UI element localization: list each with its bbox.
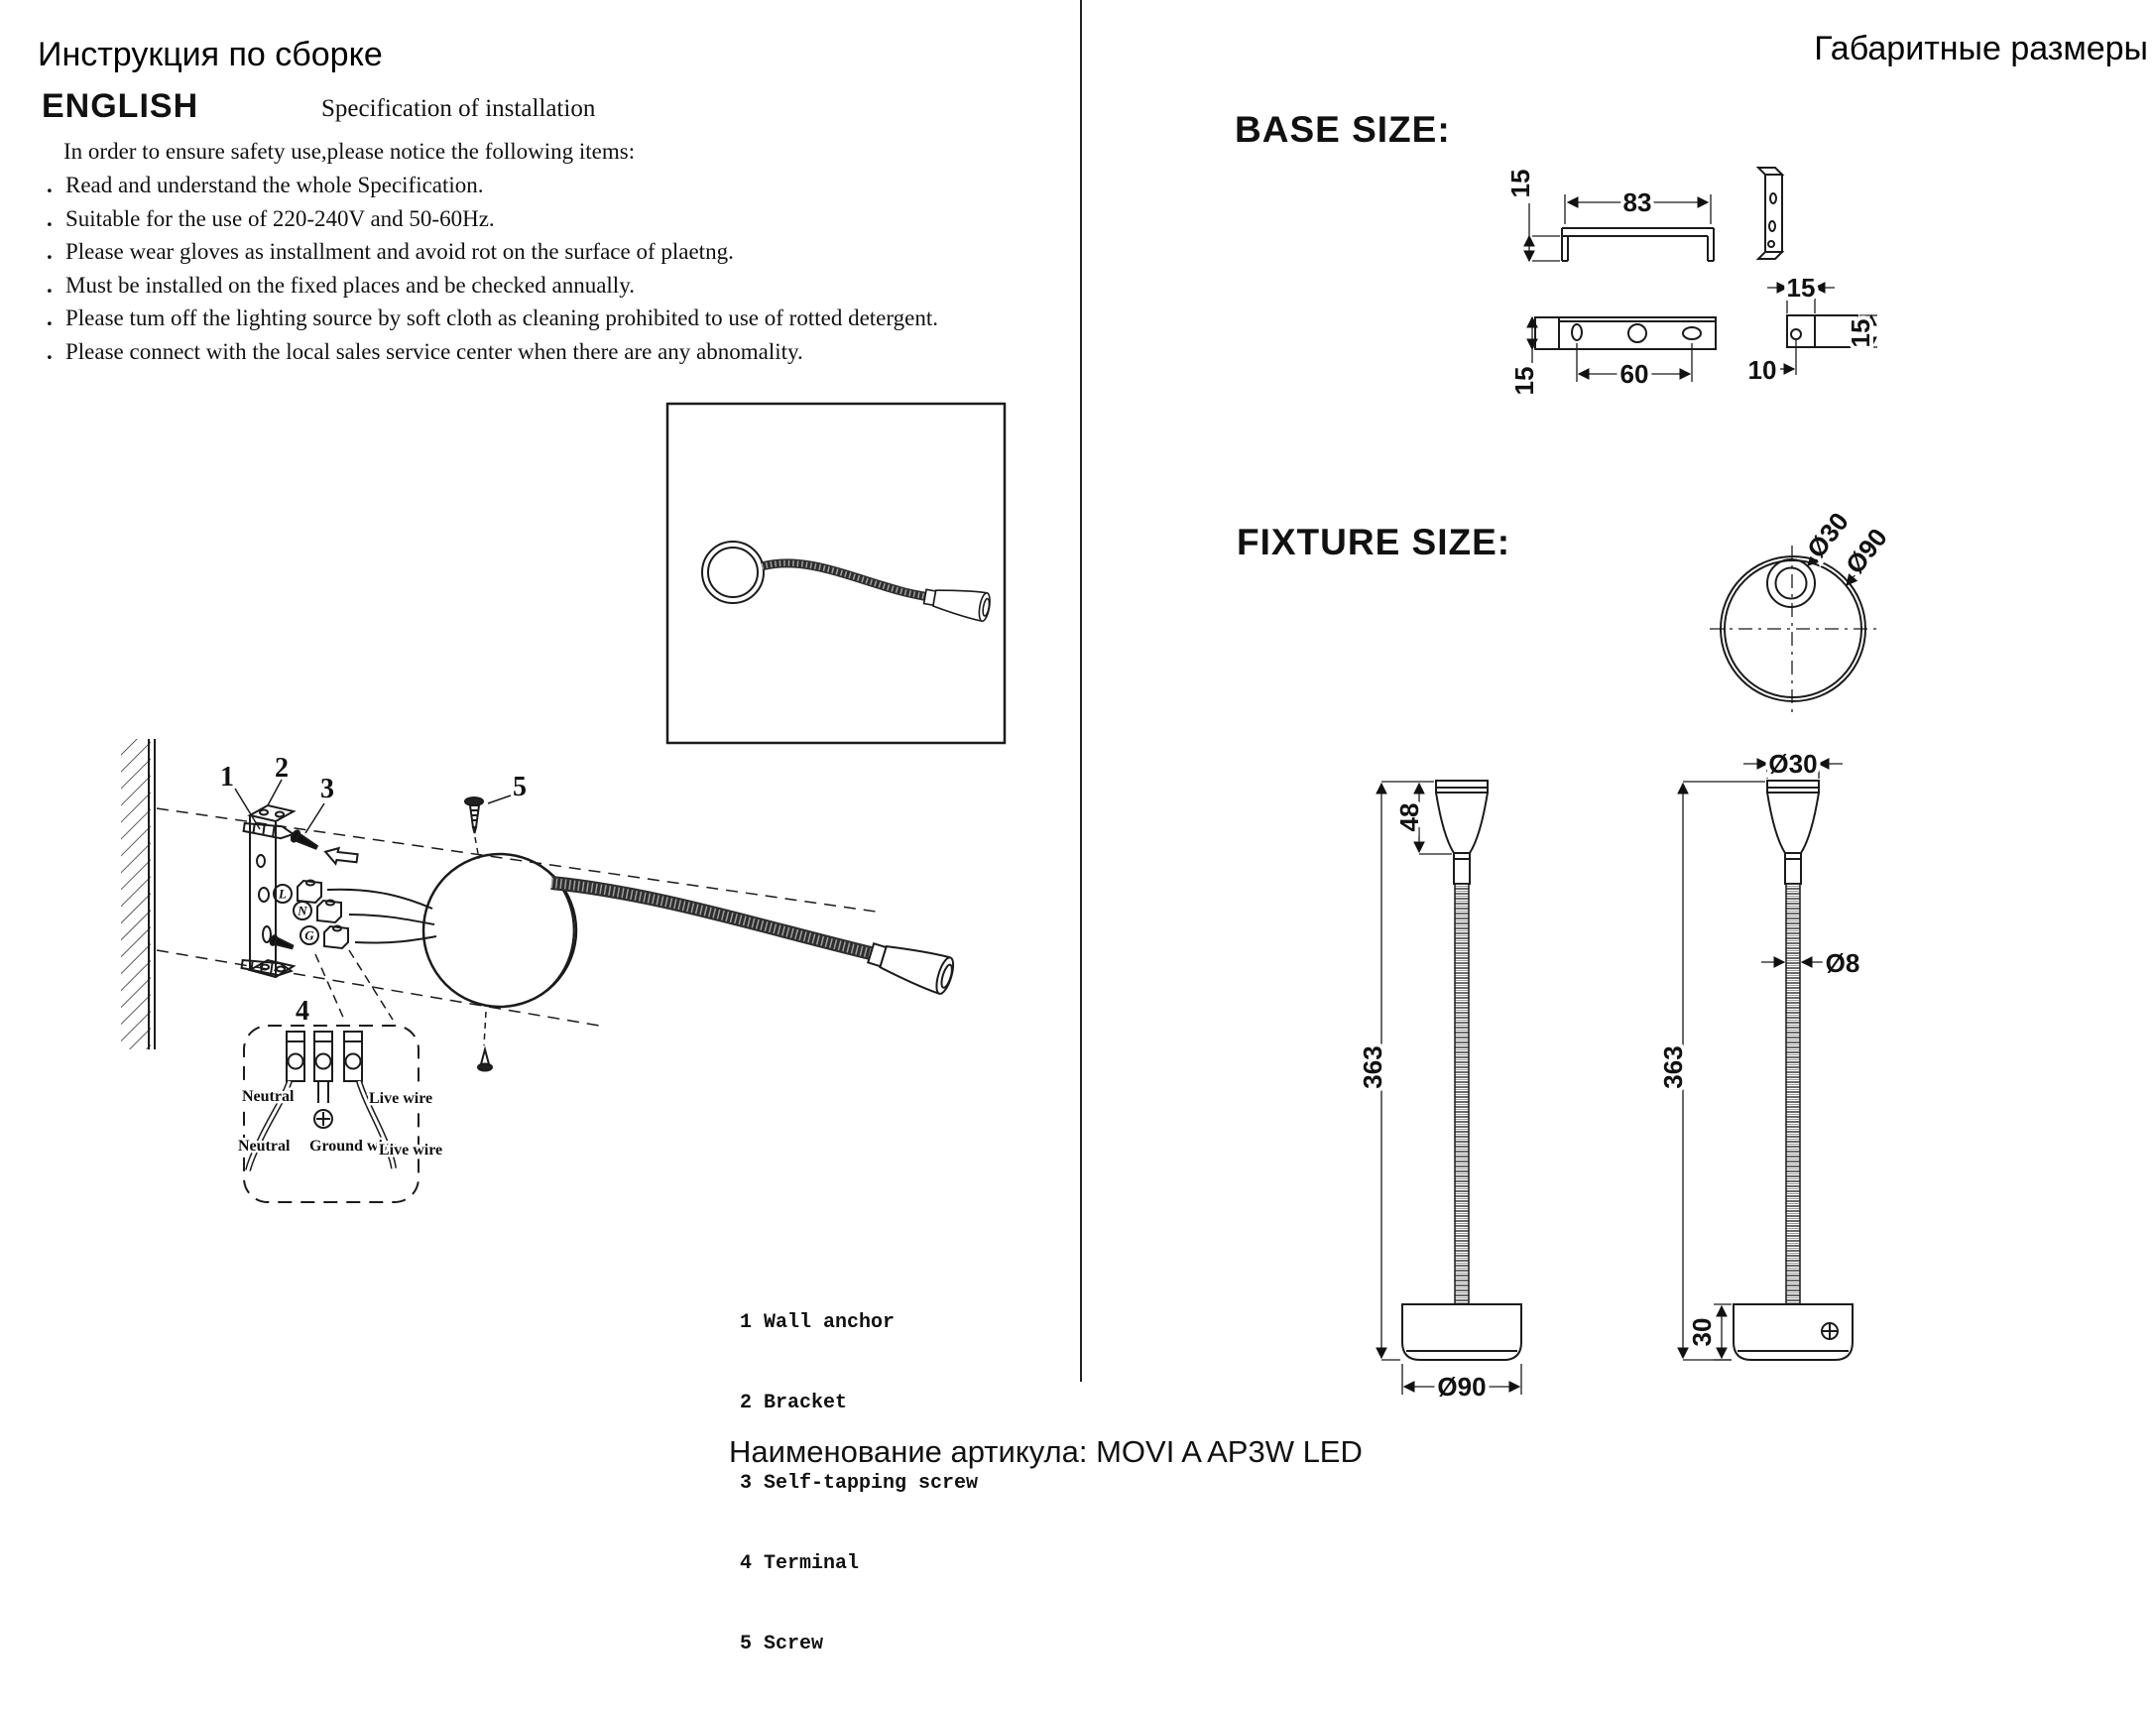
wire-label-ground: Ground wire	[309, 1138, 397, 1155]
terminal-l	[274, 881, 321, 904]
wall	[121, 739, 155, 1049]
terminal-g	[300, 926, 348, 949]
lamp-head	[866, 935, 957, 996]
base-end-view	[1748, 273, 1877, 385]
language-heading: ENGLISH	[42, 87, 199, 125]
parts-list-item: 5 Screw	[740, 1633, 824, 1655]
dim-tube-dia: Ø8	[1825, 948, 1860, 978]
dim-head-dia: Ø30	[1768, 749, 1818, 779]
dim-base-length: 83	[1622, 187, 1652, 217]
base-end-axon-view	[1758, 168, 1782, 259]
bullet: .	[47, 272, 53, 298]
dim-base-depth: 15	[1505, 169, 1535, 198]
self-tapping-screw-icon	[290, 829, 319, 853]
terminal-n	[294, 901, 341, 923]
parts-list-item: 1 Wall anchor	[740, 1311, 896, 1334]
fixture-front-elevation	[1358, 781, 1521, 1402]
page-title-left: Инструкция по сборке	[38, 36, 383, 73]
base-size-heading: BASE SIZE:	[1235, 109, 1451, 150]
callout-4: 4	[296, 996, 309, 1027]
bullet: .	[47, 306, 53, 331]
leader-line	[315, 954, 345, 1022]
fixture-top-view	[1710, 507, 1893, 714]
page-title-right: Габаритные размеры	[1814, 30, 2148, 67]
bullet: .	[47, 173, 53, 197]
dim-hole-offset: 10	[1747, 355, 1777, 385]
screw-icon	[269, 934, 294, 951]
list-item-text: Read and understand the whole Specification.	[65, 173, 484, 197]
wire-label-live-bottom: Live wire	[379, 1142, 443, 1159]
leader-line	[349, 950, 393, 1020]
terminal-detail	[238, 1026, 442, 1202]
fixture-side-elevation	[1658, 749, 1859, 1360]
dim-base-front-height: 15	[1509, 366, 1539, 396]
screw-icon	[478, 1049, 492, 1071]
dim-total-height-right: 363	[1658, 1045, 1688, 1089]
wire-label-neutral: Neutral	[242, 1088, 295, 1105]
wires	[327, 890, 436, 943]
inset-assembled-lamp	[667, 404, 1005, 743]
base-screw-icon	[1822, 1323, 1838, 1339]
dim-end-height: 15	[1846, 318, 1875, 348]
subtitle: Specification of installation	[321, 95, 596, 122]
ground-symbol-icon	[314, 1110, 332, 1128]
parts-list-item: 3 Self-tapping screw	[740, 1472, 979, 1495]
intro-line: In order to ensure safety use,please notice the following items:	[63, 139, 636, 164]
dim-total-height-left: 363	[1358, 1045, 1387, 1089]
dim-top-small-dia: Ø30	[1800, 506, 1855, 564]
section-divider	[1080, 0, 1082, 1382]
callout-leader	[488, 795, 511, 803]
base-side-view	[1505, 170, 1714, 261]
dim-end-width: 15	[1786, 273, 1816, 303]
callout-3: 3	[320, 774, 334, 804]
fixture-size-heading: FIXTURE SIZE:	[1237, 522, 1511, 562]
callout-5: 5	[513, 772, 527, 802]
dim-head-height: 48	[1394, 802, 1424, 832]
list-item-text: Suitable for the use of 220-240V and 50-60Hz.	[65, 205, 495, 231]
projection-line	[475, 837, 479, 859]
list-item	[47, 202, 938, 236]
list-item-text: Please wear gloves as installment and avoid rot on the surface of plaetng.	[65, 239, 734, 265]
terminal-block	[287, 1032, 362, 1081]
screw-icon	[465, 797, 483, 833]
inset-lamp-head	[922, 582, 992, 622]
dim-top-large-dia: Ø90	[1839, 522, 1893, 580]
safety-list	[47, 169, 938, 369]
dim-base-height: 30	[1687, 1317, 1717, 1347]
terminal-letter: N	[298, 903, 307, 918]
list-item	[47, 302, 938, 335]
list-item-text: Must be installed on the fixed places and be checked annually.	[65, 272, 635, 298]
list-item	[47, 335, 938, 369]
projection-line	[484, 1012, 486, 1045]
bullet: .	[47, 338, 53, 364]
insert-arrow-icon	[323, 845, 359, 869]
terminal-letter: G	[304, 927, 314, 943]
wire-label-neutral-bottom: Neutral	[238, 1138, 291, 1155]
callout-1: 1	[220, 762, 234, 793]
list-item	[47, 235, 938, 269]
parts-list-item: 2 Bracket	[740, 1392, 848, 1414]
projection-line	[157, 950, 605, 1027]
dim-hole-spacing: 60	[1619, 359, 1649, 389]
list-item-text: Please connect with the local sales service center when there are any abnomality.	[65, 338, 803, 364]
callout-leader	[305, 803, 324, 833]
terminal-letter: L	[279, 886, 287, 902]
wall-anchor-icon	[243, 821, 294, 840]
parts-list	[740, 1256, 978, 1711]
list-item	[47, 169, 938, 202]
bracket-drawing	[250, 805, 294, 977]
dimension-drawings	[1091, 99, 2156, 1428]
list-item-text: Please tum off the lighting source by soft cloth as cleaning prohibited to use of rotted detergent.	[65, 306, 938, 331]
wire-label-live: Live wire	[369, 1090, 433, 1107]
callout-2: 2	[275, 753, 289, 784]
dim-base-dia: Ø90	[1437, 1372, 1487, 1402]
list-item	[47, 269, 938, 303]
article-name: Наименование артикула: MOVI A AP3W LED	[729, 1434, 1363, 1469]
bullet: .	[47, 205, 53, 231]
parts-list-item: 4 Terminal	[740, 1552, 860, 1575]
bullet: .	[47, 239, 53, 265]
base-front-view	[1509, 317, 1716, 395]
